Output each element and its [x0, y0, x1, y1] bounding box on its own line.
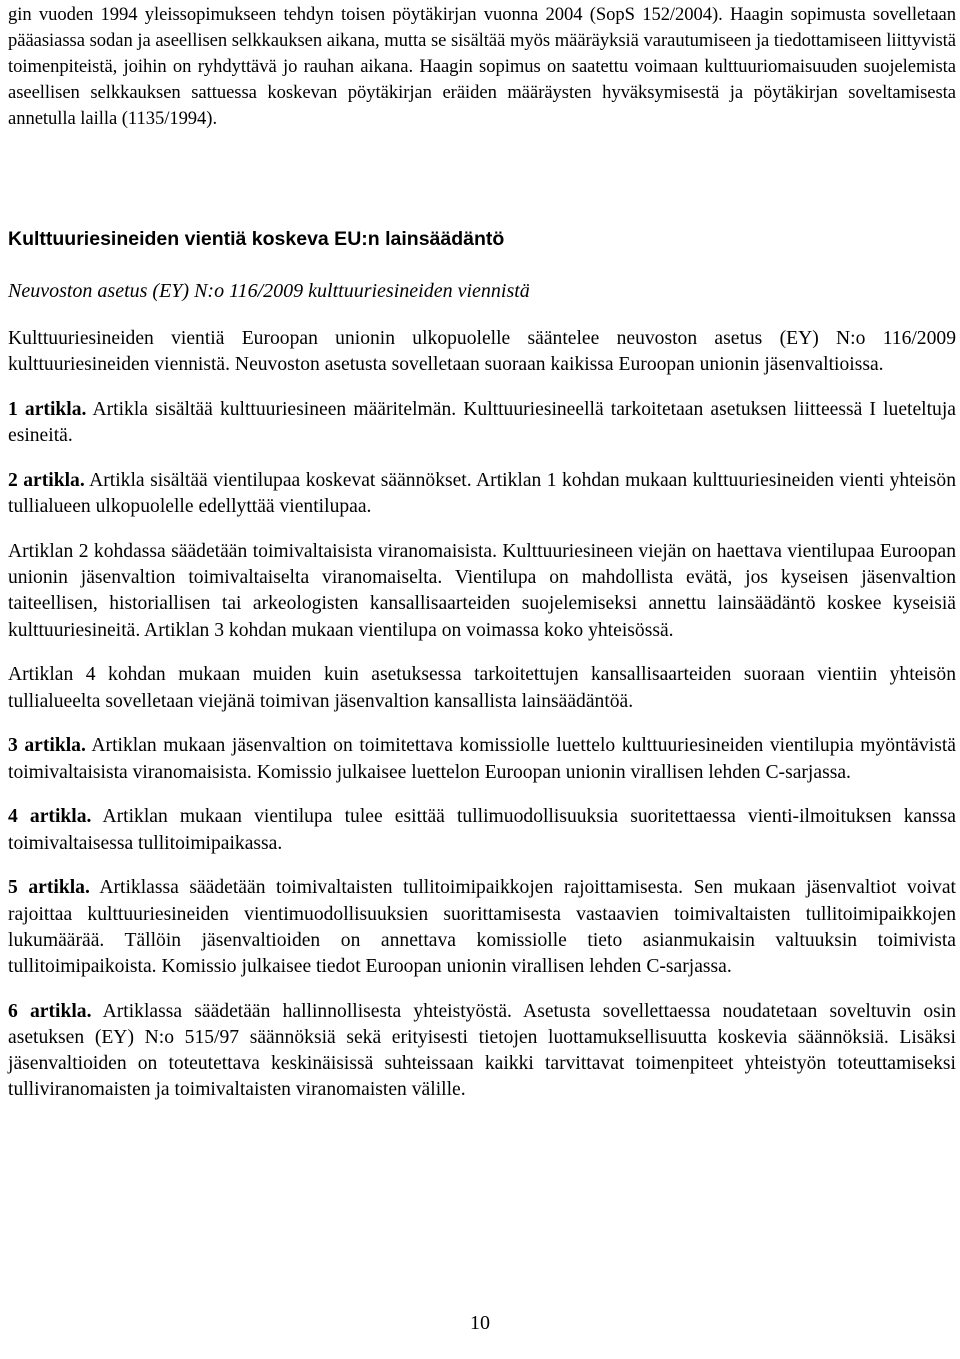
article-text: Artiklassa säädetään toimivaltaisten tullitoimipaikkojen rajoittamisesta. Sen mukaan jäsenvaltiot voivat rajoittaa kulttuuriesineiden vientimuodollisuuksien suorittamisesta vastaavien toimivaltaisten tullitoimipaikkojen lukumäärää. Tällöin jäsenvaltioiden on annettava komissiolle tieto asianmukaisin valtuuksin toimivista tullitoimipaikoista. Komissio julkaisee tiedot Euroopan unionin virallisen lehden C-sarjassa. — [8, 877, 956, 978]
regulation-body — [8, 326, 956, 1122]
article-label: 2 artikla. — [8, 470, 85, 491]
paragraph-article-4 — [8, 804, 956, 856]
regulation-subtitle: Neuvoston asetus (EY) N:o 116/2009 kulttuuriesineiden viennistä — [8, 280, 530, 302]
paragraph-article-5 — [8, 875, 956, 980]
paragraph-article-1 — [8, 397, 956, 449]
article-label: 5 artikla. — [8, 877, 90, 899]
article-text: Artiklassa säädetään hallinnollisesta yhteistyöstä. Asetusta sovellettaessa noudatetaan soveltuvin osin asetuksen (EY) N:o 515/97 säännöksiä sekä erityisesti tietojen luottamuksellisuutta koskevia säännöksiä. Lisäksi jäsenvaltioiden on toteutettava keskinäisissä suhteissaan kaikki tarvittavat toimenpiteet yhteistyön toteuttamiseksi tulliviranomaisten ja toimivaltaisten viranomaisten välille. — [8, 1000, 956, 1101]
paragraph-article-6 — [8, 999, 956, 1104]
article-label: 1 artikla. — [8, 399, 87, 420]
paragraph-article-3 — [8, 733, 956, 785]
article-text: Artikla sisältää vientilupaa koskevat säännökset. Artiklan 1 kohdan mukaan kulttuuriesineiden vienti yhteisön tullialueen ulkopuolelle edellyttää vientilupaa. — [8, 470, 956, 518]
paragraph-article-2 — [8, 468, 956, 520]
article-label: 6 artikla. — [8, 1000, 92, 1022]
intro-part-2: Haagin sopimus on saatettu voimaan kulttuuriomaisuuden suojelemista aseellisen selkkauksen sattuessa koskevan pöytäkirjan eräiden määräysten hyväksymisestä ja pöytäkirjan soveltamisesta annetulla lailla (1135/1994). — [8, 56, 956, 129]
paragraph-article-2-section-2: Artiklan 2 kohdassa säädetään toimivaltaisista viranomaisista. Kulttuuriesineen viejän on haettava vientilupaa Euroopan unionin jäsenvaltion toimivaltaiselta viranomaiselta. Vientilupa on mahdollista evätä, jos kyseisen jäsenvaltion taiteellisen, historiallisen tai arkeologisten kansallisaarteiden suojelemiseksi annettu lainsäädäntö koskee kyseisiä kulttuuriesineitä. Artiklan 3 kohdan mukaan vientilupa on voimassa koko yhteisössä. — [8, 541, 956, 641]
paragraph-article-2-section-4: Artiklan 4 kohdan mukaan muiden kuin asetuksessa tarkoitettujen kansallisaarteiden suoraan vientiin yhteisön tullialueelta sovelletaan viejänä toimivan jäsenvaltion kansallista lainsäädäntöä. — [8, 664, 956, 712]
article-text: Artiklan mukaan jäsenvaltion on toimitettava komissiolle luettelo kulttuuriesineiden vientilupia myöntävistä toimivaltaisista viranomaisista. Komissio julkaisee luettelon Euroopan unionin virallisen lehden C-sarjassa. — [8, 735, 956, 783]
document-page — [8, 0, 956, 1101]
article-text: Artikla sisältää kulttuuriesineen määritelmän. Kulttuuriesineellä tarkoitetaan asetuksen liitteessä I lueteltuja esineitä. — [8, 399, 956, 447]
article-text: Artiklan mukaan vientilupa tulee esittää tullimuodollisuuksia suoritettaessa vienti-ilmoituksen kanssa toimivaltaisessa tullitoimipaikassa. — [8, 806, 956, 854]
page-number: 10 — [470, 1312, 490, 1334]
intro-paragraph — [8, 0, 956, 132]
article-label: 3 artikla. — [8, 735, 86, 757]
article-label: 4 artikla. — [8, 806, 92, 828]
section-heading: Kulttuuriesineiden vientiä koskeva EU:n lainsäädäntö — [8, 228, 505, 250]
intro-part-1: gin vuoden 1994 yleissopimukseen tehdyn toisen pöytäkirjan vuonna 2004 (SopS 152/2004). Haagin sopimusta sovelletaan pääasiassa sodan ja aseellisen selkkauksen aikana, mutta se sisältää myös määräyksiä varautumiseen ja tiedottamiseen liittyvistä toimenpiteistä, joihin on ryhdyttävä jo rauhan aikana. — [8, 4, 956, 77]
paragraph-overview: Kulttuuriesineiden vientiä Euroopan unionin ulkopuolelle sääntelee neuvoston asetus (EY) N:o 116/2009 kulttuuriesineiden viennistä. Neuvoston asetusta sovelletaan suoraan kaikissa Euroopan unionin jäsenvaltioissa. — [8, 328, 956, 376]
